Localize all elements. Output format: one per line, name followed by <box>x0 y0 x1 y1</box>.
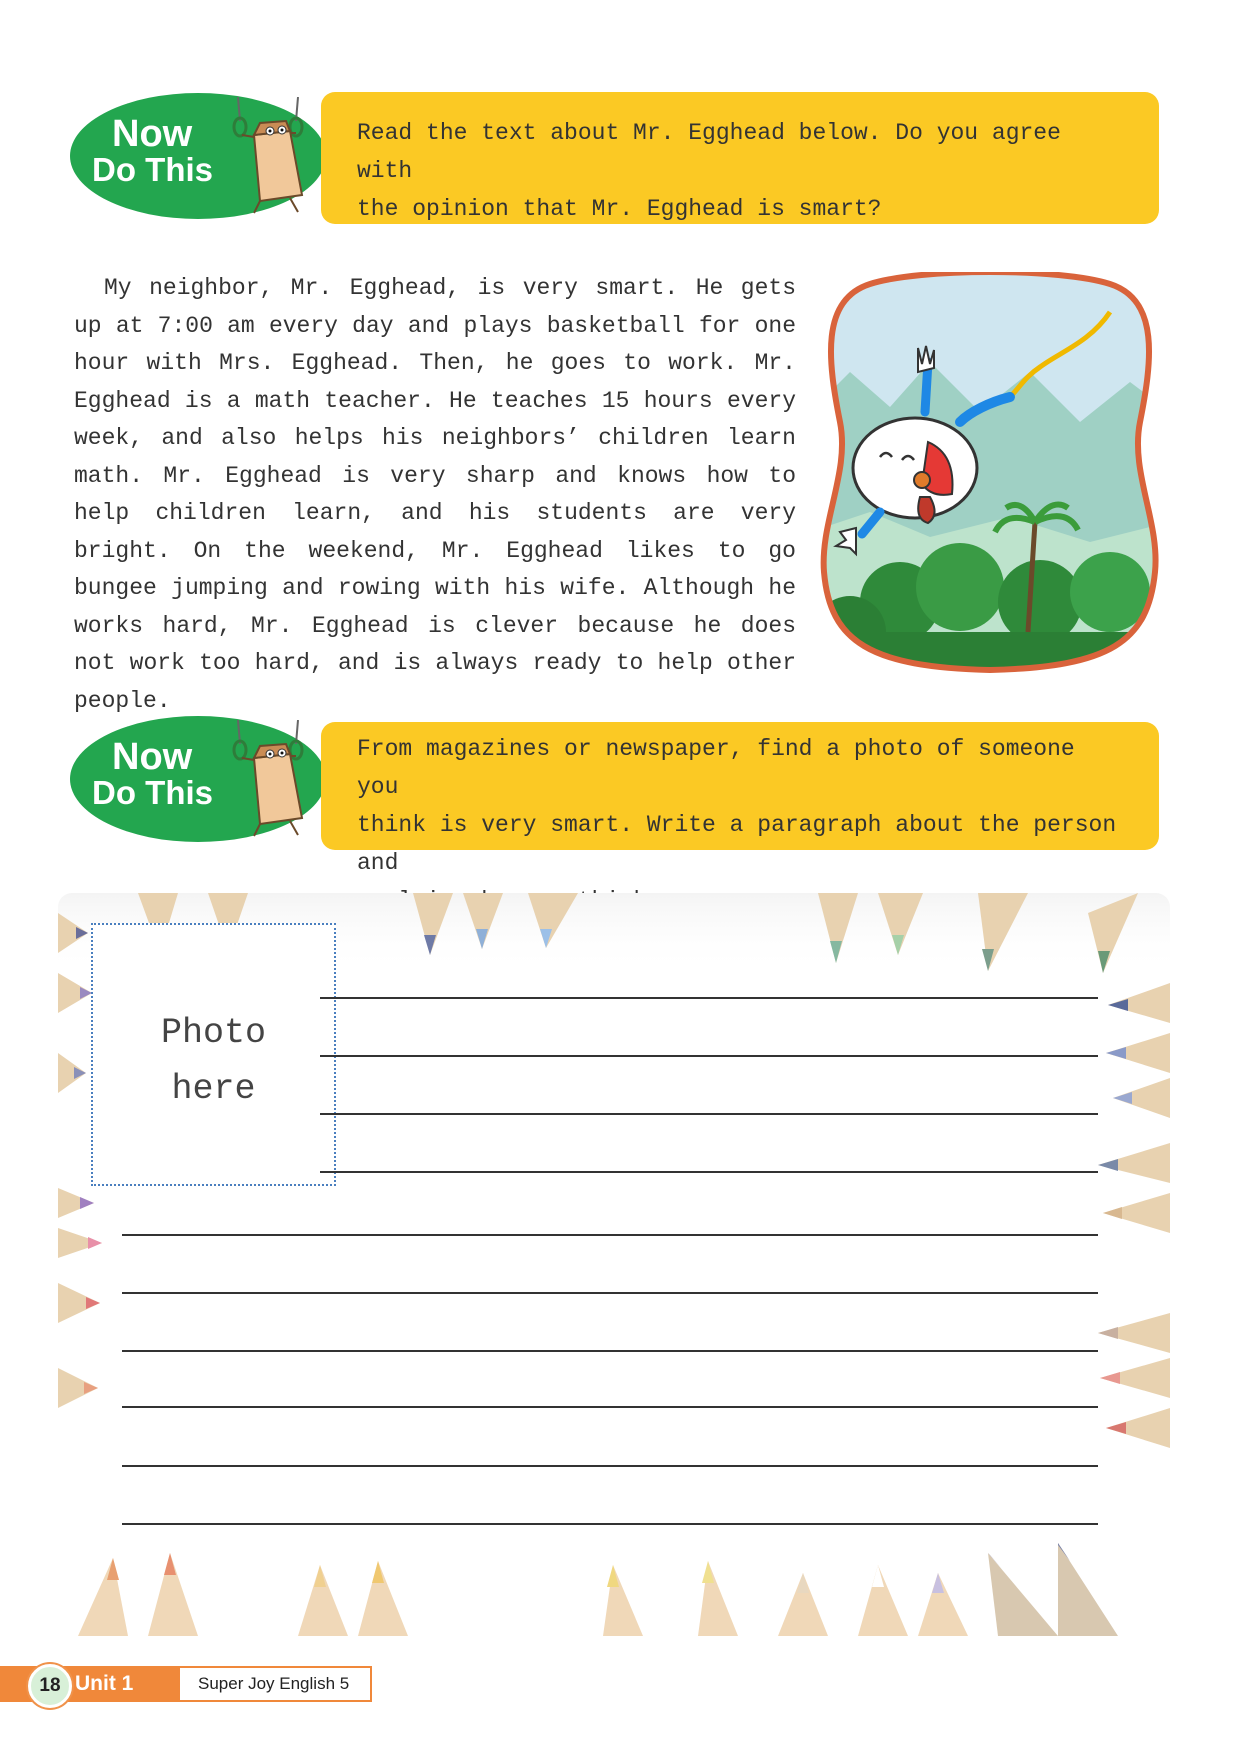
writing-line[interactable] <box>320 997 1098 999</box>
writing-line[interactable] <box>122 1292 1098 1294</box>
writing-line[interactable] <box>320 1055 1098 1057</box>
photo-label-line-1: Photo <box>160 1013 267 1053</box>
badge-line-1: Now <box>112 736 193 778</box>
footer-unit-label: Unit 1 <box>0 1666 182 1702</box>
writing-worksheet <box>58 893 1170 1636</box>
instruction-box-1 <box>321 92 1159 224</box>
writing-line[interactable] <box>320 1113 1098 1115</box>
page-number: 18 <box>28 1664 72 1708</box>
now-do-this-badge <box>70 716 326 842</box>
photo-label-line-2: here <box>171 1069 256 1109</box>
writing-line[interactable] <box>320 1171 1098 1173</box>
badge-line-2: Do This <box>92 151 213 188</box>
paper-bag-mascot-icon <box>220 97 320 215</box>
now-do-this-badge <box>70 93 326 219</box>
instruction-line: From magazines or newspaper, find a photo of someone you <box>357 736 1075 800</box>
reading-passage: My neighbor, Mr. Egghead, is very smart. He gets up at 7:00 am every day and plays basketball for one hour with Mrs. Egghead. Then, he goes to work. Mr. Egghead is a math teacher. He teaches 15 hours every week, and also helps his neighbors’ children learn math. Mr. Egghead is very sharp and knows how to help children learn, and his students are very bright. On the weekend, Mr. Egghead likes to go bungee jumping and rowing with his wife. Although he works hard, Mr. Egghead is clever because he does not work too hard, and is always ready to help other people. <box>74 275 796 714</box>
instruction-box-2 <box>321 722 1159 876</box>
instruction-line: Read the text about Mr. Egghead below. Do you agree with <box>357 120 1061 184</box>
paper-bag-mascot-icon <box>220 720 320 838</box>
instruction-line: the opinion that Mr. Egghead is smart? <box>357 196 882 222</box>
writing-line[interactable] <box>122 1465 1098 1467</box>
badge-line-2: Do This <box>92 774 213 811</box>
writing-line[interactable] <box>122 1234 1098 1236</box>
writing-line[interactable] <box>122 1406 1098 1408</box>
instruction-line: think is very smart. Write a paragraph about the person and <box>357 812 1117 876</box>
writing-line[interactable] <box>122 1350 1098 1352</box>
photo-placeholder[interactable] <box>91 923 336 1186</box>
egghead-bungee-illustration <box>810 272 1170 674</box>
footer-book-title: Super Joy English 5 <box>178 1666 372 1702</box>
writing-line[interactable] <box>122 1523 1098 1525</box>
badge-line-1: Now <box>112 113 193 155</box>
